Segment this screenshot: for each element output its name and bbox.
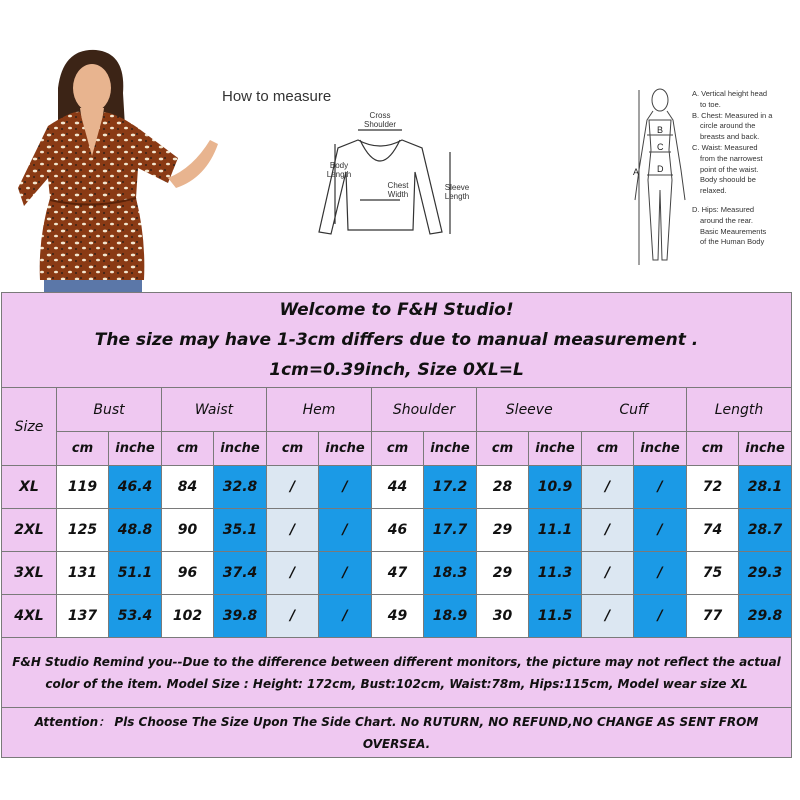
table-cell: 29 [477, 552, 529, 595]
table-cell: 28 [477, 466, 529, 509]
table-cell: / [319, 552, 372, 595]
unit-inch: inche [214, 432, 267, 466]
unit-inch: inche [739, 432, 792, 466]
unit-row [2, 432, 792, 466]
table-row [2, 595, 792, 638]
table-cell: 53.4 [109, 595, 162, 638]
table-cell: 37.4 [214, 552, 267, 595]
table-cell: / [319, 595, 372, 638]
table-cell: 90 [162, 509, 214, 552]
attention-note: Attention： Pls Choose The Size Upon The Side Chart. No RUTURN, NO REFUND,NO CHANGE AS SENT FROM OVERSEA. [2, 708, 792, 758]
how-to-measure-diagram [210, 82, 500, 242]
table-row [2, 509, 792, 552]
table-cell: / [634, 595, 687, 638]
label-sleeve: Sleeve [444, 183, 470, 192]
table-cell: 29.8 [739, 595, 792, 638]
table-cell: / [582, 595, 634, 638]
label-chest-width: Width [387, 190, 409, 199]
table-cell: 131 [57, 552, 109, 595]
col-shoulder: Shoulder [372, 388, 477, 432]
table-row [2, 552, 792, 595]
unit-cm: cm [477, 432, 529, 466]
table-cell: / [634, 466, 687, 509]
monitor-disclaimer: F&H Studio Remind you--Due to the difference between different monitors, the picture may not reflect the actual color of the item. Model Size : Height: 172cm, Bust:102cm, Waist:78m, Hips:115cm, Model wear size XL [2, 638, 792, 708]
table-cell: 32.8 [214, 466, 267, 509]
point-b: B [657, 125, 664, 135]
unit-inch: inche [634, 432, 687, 466]
table-row [2, 466, 792, 509]
label-body-length: Length [326, 170, 352, 179]
col-waist: Waist [162, 388, 267, 432]
point-a: A [633, 167, 640, 177]
table-cell: 75 [687, 552, 739, 595]
unit-inch: inche [319, 432, 372, 466]
table-cell: 47 [372, 552, 424, 595]
unit-cm: cm [57, 432, 109, 466]
table-cell: 137 [57, 595, 109, 638]
table-cell: 28.1 [739, 466, 792, 509]
col-bust: Bust [57, 388, 162, 432]
garment-measure-icon [210, 82, 500, 242]
unit-cm: cm [372, 432, 424, 466]
measure-labels [327, 111, 470, 201]
product-header-images [0, 0, 800, 292]
col-hem: Hem [267, 388, 372, 432]
point-c: C [657, 142, 664, 152]
unit-inch: inche [109, 432, 162, 466]
table-cell: 51.1 [109, 552, 162, 595]
table-cell: / [267, 466, 319, 509]
table-cell: 46 [372, 509, 424, 552]
table-cell: 77 [687, 595, 739, 638]
size-label: 4XL [2, 595, 57, 638]
table-cell: 84 [162, 466, 214, 509]
table-cell: 29.3 [739, 552, 792, 595]
table-cell: / [267, 509, 319, 552]
col-size: Size [2, 388, 57, 466]
table-cell: 30 [477, 595, 529, 638]
model-photo [18, 48, 223, 293]
unit-cm: cm [582, 432, 634, 466]
size-label: XL [2, 466, 57, 509]
table-cell: 11.1 [529, 509, 582, 552]
table-cell: / [582, 466, 634, 509]
unit-cm: cm [687, 432, 739, 466]
size-rows [2, 466, 792, 638]
col-sleeve: Sleeve [505, 401, 553, 418]
conversion-note: 1cm=0.39inch, Size 0XL=L [269, 360, 524, 380]
table-cell: 11.5 [529, 595, 582, 638]
size-chart [1, 292, 792, 758]
table-cell: / [634, 509, 687, 552]
size-notice: The size may have 1-3cm differs due to manual measurement . [94, 330, 699, 350]
table-cell: 46.4 [109, 466, 162, 509]
table-cell: 96 [162, 552, 214, 595]
table-cell: 11.3 [529, 552, 582, 595]
unit-cm: cm [162, 432, 214, 466]
size-label: 3XL [2, 552, 57, 595]
table-cell: 48.8 [109, 509, 162, 552]
table-cell: 72 [687, 466, 739, 509]
size-table [1, 292, 792, 758]
label-sleeve-length: Length [444, 192, 470, 201]
label-chest: Chest [387, 181, 409, 190]
unit-inch: inche [424, 432, 477, 466]
table-cell: 125 [57, 509, 109, 552]
point-d: D [657, 164, 664, 174]
table-cell: 10.9 [529, 466, 582, 509]
table-cell: 17.2 [424, 466, 477, 509]
table-cell: / [582, 509, 634, 552]
col-length: Length [687, 388, 792, 432]
welcome-header [2, 293, 792, 388]
table-cell: 29 [477, 509, 529, 552]
table-cell: 49 [372, 595, 424, 638]
unit-inch: inche [529, 432, 582, 466]
table-cell: 35.1 [214, 509, 267, 552]
col-cuff: Cuff [619, 401, 649, 418]
table-cell: 39.8 [214, 595, 267, 638]
label-shoulder: Shoulder [363, 120, 397, 129]
label-body: Body [329, 161, 349, 170]
table-cell: 17.7 [424, 509, 477, 552]
col-sleeve-cuff [477, 388, 687, 432]
table-cell: / [267, 552, 319, 595]
size-label: 2XL [2, 509, 57, 552]
unit-cm: cm [267, 432, 319, 466]
table-cell: 102 [162, 595, 214, 638]
table-cell: / [319, 466, 372, 509]
body-measurement-diagram [625, 80, 795, 280]
table-cell: 74 [687, 509, 739, 552]
table-cell: / [634, 552, 687, 595]
table-cell: 28.7 [739, 509, 792, 552]
human-body-icon [625, 80, 695, 280]
welcome-title: Welcome to F&H Studio! [279, 300, 514, 320]
table-cell: 44 [372, 466, 424, 509]
table-cell: / [267, 595, 319, 638]
how-to-measure-title: How to measure [222, 88, 332, 105]
table-cell: / [582, 552, 634, 595]
table-cell: 18.9 [424, 595, 477, 638]
table-cell: 18.3 [424, 552, 477, 595]
label-cross: Cross [369, 111, 391, 120]
body-diagram-notes: A. Vertical height head to toe. B. Chest: Measured in a circle around the breasts and back. C. Waist: Measured from the narrowest point of the waist. Body shoould be relaxed. D. Hips: Measured around the rear. Basic Meaurements of the Human Body [692, 89, 773, 247]
table-cell: / [319, 509, 372, 552]
table-cell: 119 [57, 466, 109, 509]
